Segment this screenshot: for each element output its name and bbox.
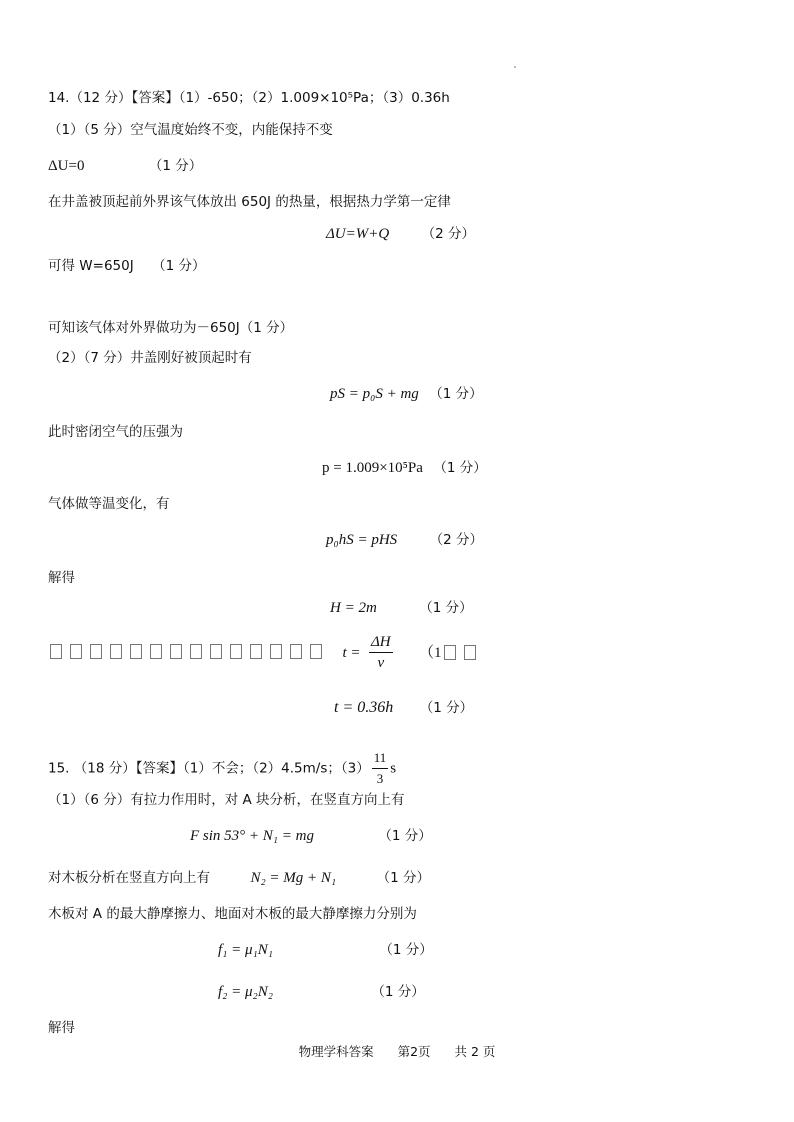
- fraction-numerator: ΔH: [369, 632, 393, 653]
- q14-part1-title: （1）（5 分）空气温度始终不变，内能保持不变: [48, 122, 333, 138]
- score: （1 分）: [419, 600, 473, 616]
- q14-isothermal-text: 气体做等温变化，有: [48, 496, 170, 512]
- header-text: 15. （18 分）【答案】（1）不会；（2）4.5m/s；（3）: [48, 760, 370, 777]
- q14-solve-text: 解得: [48, 570, 75, 586]
- garbled-text-placeholder: [50, 633, 330, 673]
- q14-part2-title: （2）（7 分）井盖刚好被顶起时有: [48, 350, 252, 366]
- q14-work-conclusion: 可知该气体对外界做功为－650J（1 分）: [48, 320, 294, 336]
- equation: f₂ = μ₂N₂: [218, 984, 273, 1000]
- footer-subject: 物理学科答案: [298, 1044, 374, 1059]
- q14-first-law-line: [326, 224, 475, 244]
- q15-a-vertical-line: [190, 826, 432, 846]
- score: （1 分）: [376, 870, 430, 886]
- equation: p₀hS = pHS: [326, 532, 398, 548]
- equation: f₁ = μ₁N₁: [218, 942, 273, 958]
- q15-f1-line: [218, 940, 433, 960]
- q14-pressure-line: [322, 458, 487, 478]
- q15-part1-title: （1）（6 分）有拉力作用时，对 A 块分析，在竖直方向上有: [48, 792, 405, 808]
- q14-pressure-text: 此时密闭空气的压强为: [48, 424, 183, 440]
- equation: N₂ = Mg + N₁: [250, 870, 337, 886]
- q14-du0-line: [48, 156, 202, 176]
- score: （1 分）: [152, 258, 206, 274]
- scan-speck: [514, 66, 516, 68]
- q15-friction-text: 木板对 A 的最大静摩擦力、地面对木板的最大静摩擦力分别为: [48, 906, 417, 922]
- q14-w-line: [48, 256, 206, 276]
- footer-total-pages: 共 2 页: [454, 1044, 496, 1059]
- score: （1: [419, 644, 442, 661]
- q15-header: [48, 748, 396, 789]
- fraction-numerator: 11: [372, 748, 389, 769]
- q15-board-line: [48, 868, 430, 888]
- text: 对木板分析在竖直方向上有: [48, 870, 210, 886]
- q14-h-line: [330, 598, 473, 618]
- score: （1 分）: [429, 386, 483, 402]
- equation: F sin 53° + N₁ = mg: [190, 828, 314, 844]
- q14-heat-text: 在井盖被顶起前外界该气体放出 650J 的热量，根据热力学第一定律: [48, 194, 451, 210]
- equation: 可得 W=650J: [48, 258, 134, 274]
- q14-isothermal-line: [326, 530, 483, 550]
- equation: pS = p₀S + mg: [330, 386, 419, 402]
- fraction: [369, 632, 393, 673]
- q14-header: 14.（12 分）【答案】（1）-650；（2）1.009×10⁵Pa；（3）0.36h: [48, 90, 450, 106]
- score: （1 分）: [379, 942, 433, 958]
- equation: H = 2m: [330, 600, 377, 616]
- equation: t = 0.36h: [334, 699, 394, 716]
- q15-f2-line: [218, 982, 425, 1002]
- fraction-denominator: v: [377, 655, 385, 671]
- score: （1 分）: [419, 700, 474, 716]
- equation: ΔU=W+Q: [326, 226, 390, 242]
- unit: s: [390, 760, 397, 777]
- score: （1 分）: [148, 158, 203, 174]
- q15-solve-text: 解得: [48, 1020, 75, 1036]
- score: （1 分）: [433, 460, 487, 476]
- footer-page-number: 第2页: [397, 1044, 431, 1059]
- q14-force-line: [330, 384, 483, 404]
- equation-lhs: t =: [342, 644, 361, 661]
- score: （2 分）: [429, 532, 484, 548]
- q14-t-result-line: [334, 698, 473, 718]
- equation: p = 1.009×10⁵Pa: [322, 460, 423, 476]
- fraction: [372, 748, 389, 789]
- fraction-denominator: 3: [376, 771, 384, 786]
- score: （2 分）: [421, 226, 476, 242]
- score: （1 分）: [378, 828, 432, 844]
- score: （1 分）: [371, 984, 425, 1000]
- equation: ΔU=0: [48, 158, 85, 174]
- q14-t-line: [50, 632, 484, 673]
- page-footer: [0, 1042, 794, 1060]
